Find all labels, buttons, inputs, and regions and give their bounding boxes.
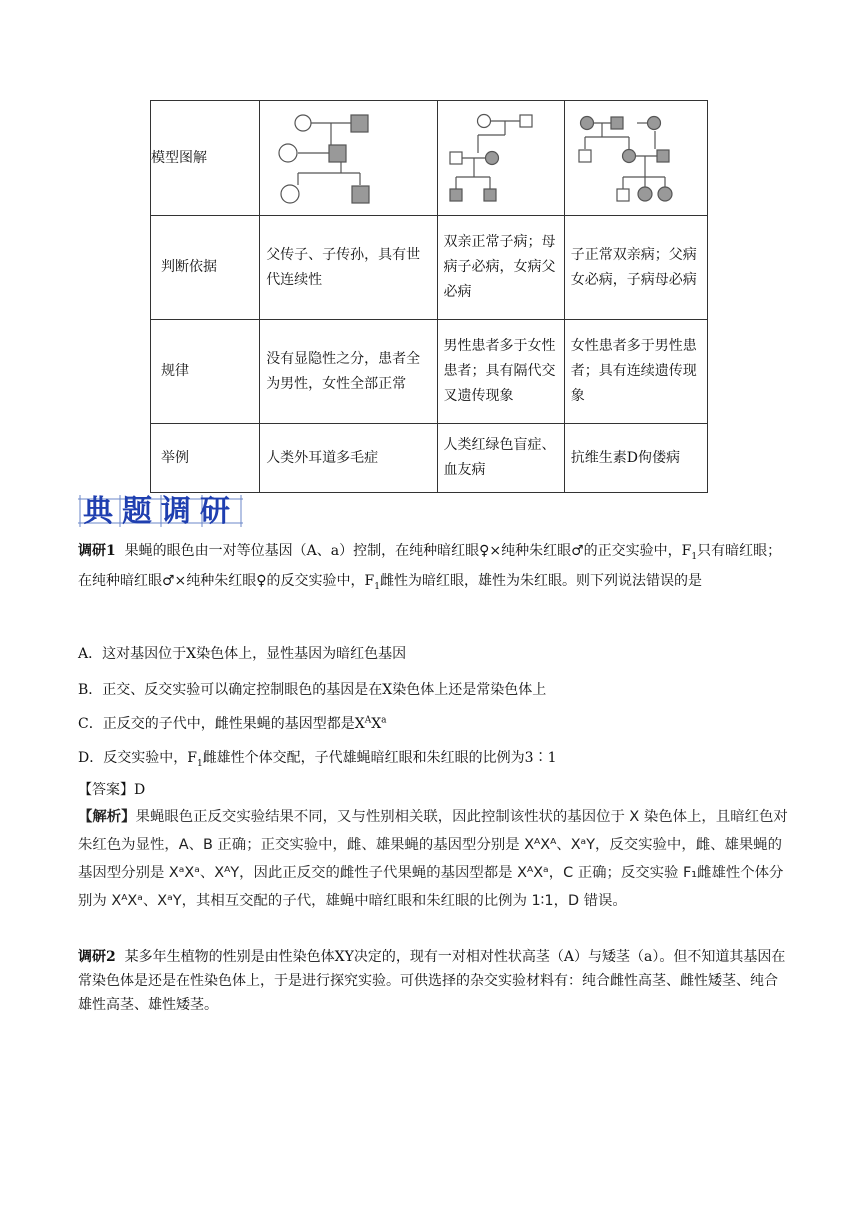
pedigree-x-dominant xyxy=(564,101,707,216)
pedigree-y-linked xyxy=(260,101,437,216)
table-row xyxy=(151,320,708,424)
option-text: X xyxy=(371,716,382,732)
row-label: 规律 xyxy=(151,320,260,424)
pedigree-x-recessive xyxy=(437,101,564,216)
table-cell: 女性患者多于男性患者；具有连续遗传现象 xyxy=(564,320,707,424)
question-2-stem xyxy=(78,945,790,1017)
banner-title: 典题调研 xyxy=(83,494,239,529)
pedigree-diagram-1 xyxy=(260,101,436,206)
option-text: D．反交实验中，F xyxy=(78,750,197,766)
option-text: 雌雄性个体交配，子代雄蝇暗红眼和朱红眼的比例为3∶1 xyxy=(202,750,557,766)
pedigree-diagram-2 xyxy=(438,101,564,206)
pedigree-comparison-table xyxy=(150,100,708,493)
option-a: A．这对基因位于X染色体上，显性基因为暗红色基因 xyxy=(78,646,407,662)
stem-part: 只有暗红眼；在纯种暗红眼♂×纯种朱红眼♀的反交实验中，F xyxy=(78,543,782,589)
table-cell: 子正常双亲病；父病女必病，子病母必病 xyxy=(564,216,707,320)
table-cell: 没有显隐性之分，患者全为男性，女性全部正常 xyxy=(260,320,437,424)
question-1-stem xyxy=(78,539,790,599)
analysis-tag: 【解析】 xyxy=(78,809,136,825)
stem-text: 某多年生植物的性别是由性染色体XY决定的，现有一对相对性状高茎（A）与矮茎（a）。但不知道其基因在常染色体是还是在性染色体上，于是进行探究实验。可供选择的杂交实验材料有：纯合雌性高茎、雌性矮茎、纯合雄性高茎、雄性矮茎。 xyxy=(78,949,786,1013)
option-text: C．正反交的子代中，雌性果蝇的基因型都是X xyxy=(78,716,365,732)
table-row xyxy=(151,101,708,216)
subscript: 1 xyxy=(196,758,203,769)
question-number: 调研2 xyxy=(78,949,116,965)
row-label: 举例 xyxy=(151,424,260,493)
option-c xyxy=(78,713,387,733)
row-label: 模型图解 xyxy=(151,101,260,216)
answer-line: 【答案】D xyxy=(78,782,146,798)
subscript: 1 xyxy=(374,581,380,592)
table-cell: 人类外耳道多毛症 xyxy=(260,424,437,493)
superscript: a xyxy=(381,715,387,726)
option-d xyxy=(78,747,557,769)
option-b: B．正交、反交实验可以确定控制眼色的基因是在X染色体上还是常染色体上 xyxy=(78,682,547,698)
table-cell: 男性患者多于女性患者；具有隔代交叉遗传现象 xyxy=(437,320,564,424)
stem-part: 果蝇的眼色由一对等位基因（A、a）控制，在纯种暗红眼♀×纯种朱红眼♂的正交实验中，F xyxy=(124,543,692,559)
table-cell: 人类红绿色盲症、血友病 xyxy=(437,424,564,493)
table-row xyxy=(151,216,708,320)
section-banner xyxy=(78,493,243,529)
stem-part: 雌性为暗红眼，雄性为朱红眼。则下列说法错误的是 xyxy=(379,572,702,589)
table-cell: 父传子、子传孙，具有世代连续性 xyxy=(260,216,437,320)
pedigree-diagram-3 xyxy=(565,101,707,206)
analysis-paragraph xyxy=(78,803,790,915)
subscript: 1 xyxy=(691,551,698,562)
table-cell: 抗维生素D佝偻病 xyxy=(564,424,707,493)
table-row xyxy=(151,424,708,493)
question-number: 调研1 xyxy=(78,543,116,559)
table-cell: 双亲正常子病；母病子必病，女病父必病 xyxy=(437,216,564,320)
row-label: 判断依据 xyxy=(151,216,260,320)
superscript: A xyxy=(364,715,372,726)
analysis-text: 果蝇眼色正反交实验结果不同，又与性别相关联，因此控制该性状的基因位于 X 染色体上，且暗红色对朱红色为显性，A、B 正确；正交实验中，雌、雄果蝇的基因型分别是 XᴬXᴬ、XᵃY，反交实验中，雌、雄果蝇的基因型分别是 XᵃXᵃ、XᴬY，因此正反交的雌性子代果蝇的基因型都是 XᴬXᵃ，C 正确；反交实验 F₁雌雄性个体分别为 XᴬXᵃ、XᵃY，其相互交配的子代，雄蝇中暗红眼和朱红眼的比例为 1∶1，D 错误。 xyxy=(78,809,788,909)
